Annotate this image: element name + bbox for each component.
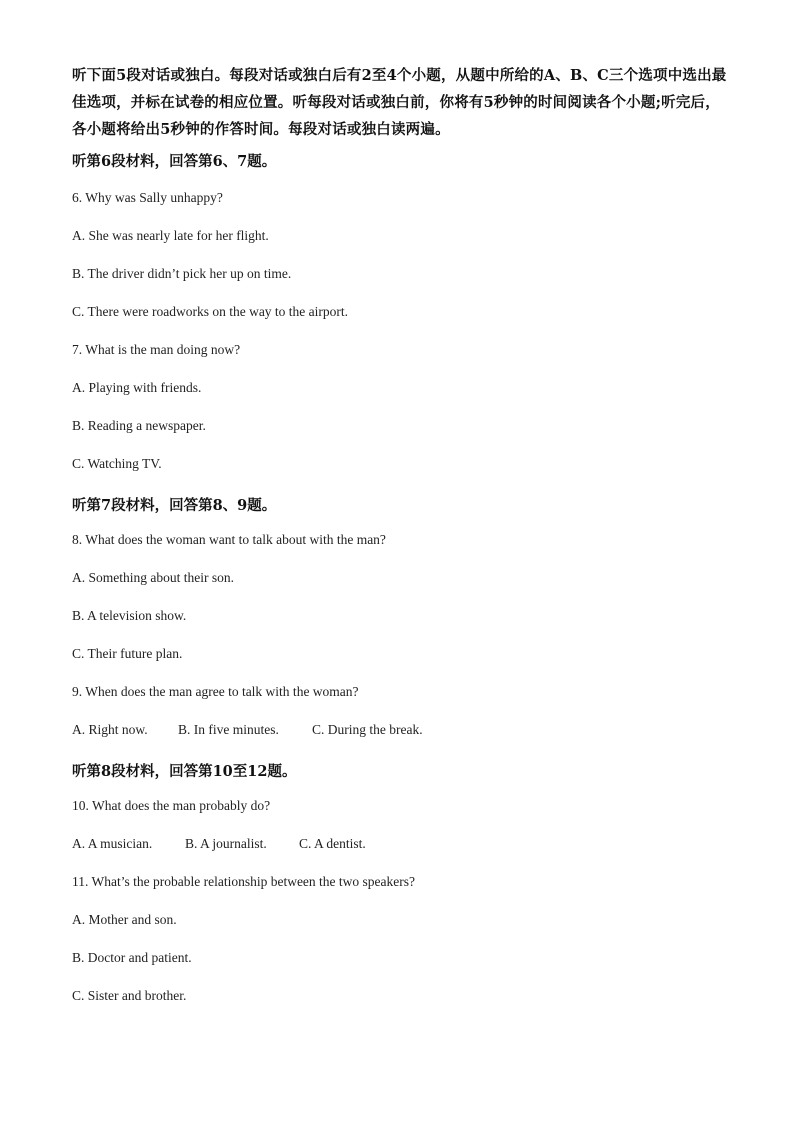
section-instructions: 听下面5段对话或独白。每段对话或独白后有2至4个小题，从题中所给的A、B、C三个选项中选出最佳选项，并标在试卷的相应位置。听每段对话或独白前，你将有5秒钟的时间阅读各个小题;听完后，各小题将给出5秒钟的作答时间。每段对话或独白读两遍。	[72, 67, 727, 138]
question-9-option-a: A. Right now.	[72, 722, 148, 737]
question-8-option-a: A. Something about their son.	[72, 570, 234, 585]
question-11-option-c: C. Sister and brother.	[72, 988, 187, 1003]
question-10-option-c: C. A dentist.	[299, 836, 366, 851]
question-7-option-b: B. Reading a newspaper.	[72, 418, 206, 433]
question-11-option-a: A. Mother and son.	[72, 912, 177, 927]
question-9-option-c: C. During the break.	[312, 722, 423, 737]
question-10-option-b: B. A journalist.	[185, 836, 267, 851]
question-7-stem: 7. What is the man doing now?	[72, 342, 241, 357]
question-11-stem: 11. What’s the probable relationship between the two speakers?	[72, 874, 416, 889]
question-8-stem: 8. What does the woman want to talk about with the man?	[72, 532, 386, 547]
question-7-option-a: A. Playing with friends.	[72, 380, 202, 395]
question-9-options	[72, 722, 423, 738]
question-10-options	[72, 836, 366, 852]
question-7-option-c: C. Watching TV.	[72, 456, 162, 471]
question-6-option-b: B. The driver didn’t pick her up on time.	[72, 266, 292, 281]
question-9-stem: 9. When does the man agree to talk with the woman?	[72, 684, 359, 699]
question-6-stem: 6. Why was Sally unhappy?	[72, 190, 223, 205]
question-10-option-a: A. A musician.	[72, 836, 153, 851]
section-heading-6: 听第6段材料，回答第6、7题。	[72, 153, 277, 170]
question-10-stem: 10. What does the man probably do?	[72, 798, 271, 813]
question-8-option-b: B. A television show.	[72, 608, 187, 623]
section-heading-7: 听第7段材料，回答第8、9题。	[72, 497, 277, 514]
question-6-option-a: A. She was nearly late for her flight.	[72, 228, 269, 243]
question-8-option-c: C. Their future plan.	[72, 646, 183, 661]
question-9-option-b: B. In five minutes.	[178, 722, 279, 737]
section-heading-8: 听第8段材料，回答第10至12题。	[72, 763, 297, 780]
question-11-option-b: B. Doctor and patient.	[72, 950, 192, 965]
question-6-option-c: C. There were roadworks on the way to the airport.	[72, 304, 349, 319]
